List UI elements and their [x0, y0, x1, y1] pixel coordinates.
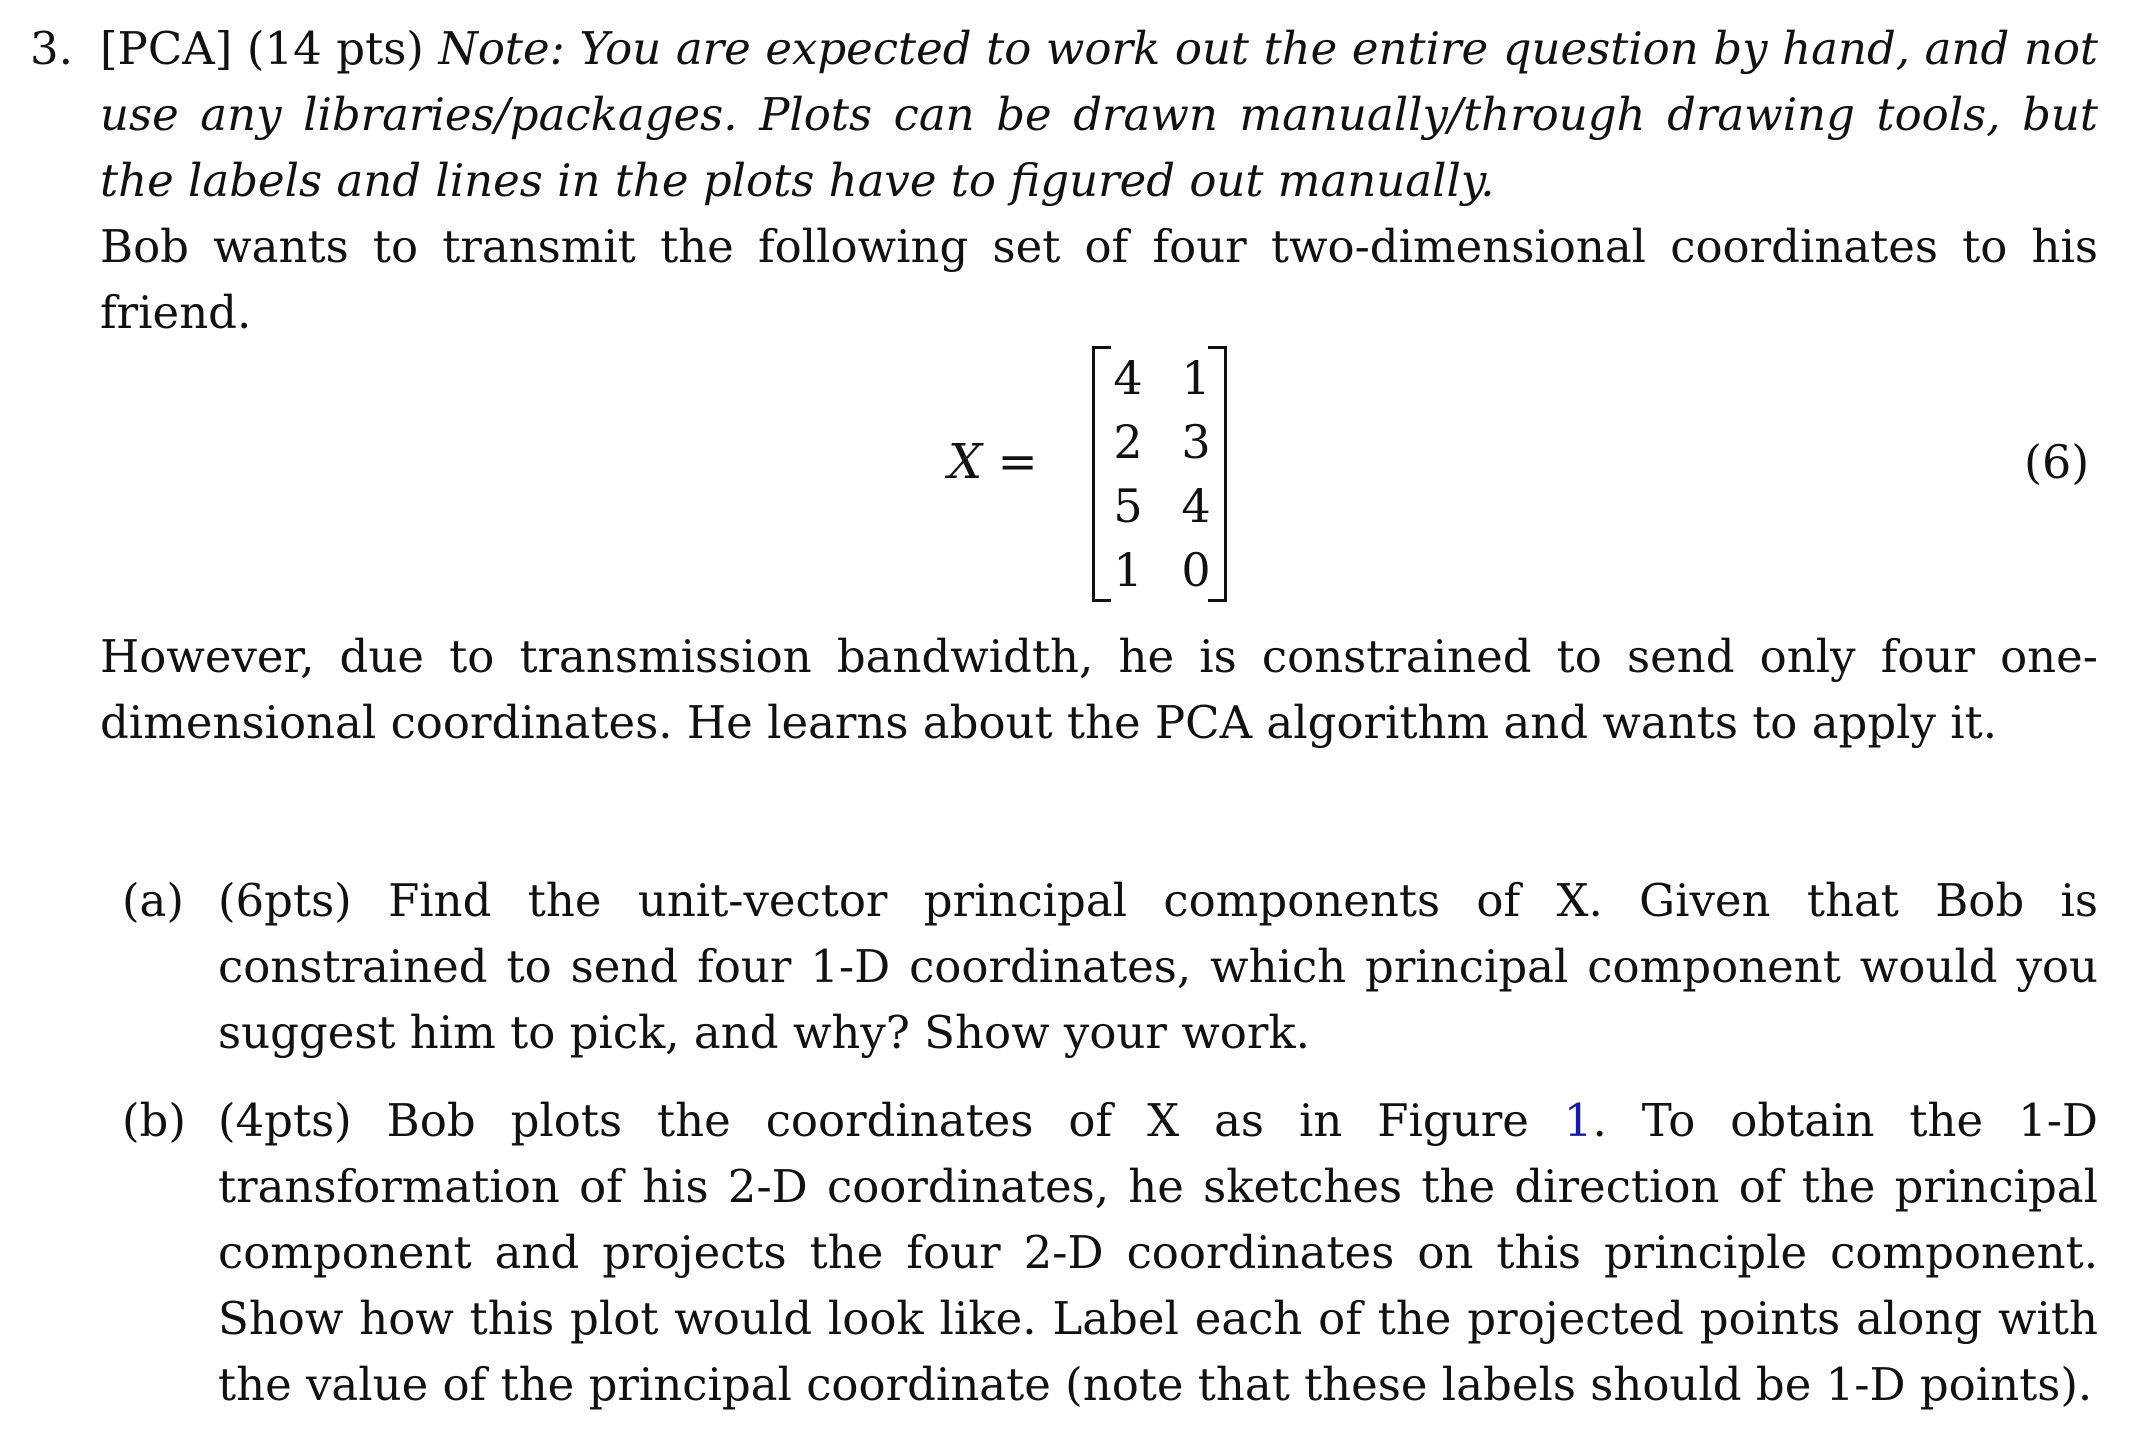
matrix-cell: 3 — [1181, 415, 1211, 469]
matrix-cell: 1 — [1113, 543, 1143, 597]
matrix-variable: X — [948, 434, 983, 490]
matrix-cell: 5 — [1113, 479, 1143, 533]
part-b-label: (b) — [122, 1094, 186, 1147]
equals-sign: = — [997, 434, 1038, 490]
part-a-text: (6pts) Find the unit-vector principal components of X. Given that Bob is constrained to send four 1-D coordinates, which principal component would you suggest him to pick, and why? Show your work. — [218, 874, 2098, 1059]
however-paragraph: However, due to transmission bandwidth, he is constrained to send only four one-dimensional coordinates. He learns about the PCA algorithm and wants to apply it. — [100, 630, 2098, 749]
part-b-text-end: . To obtain the 1-D transformation of his 2-D coordinates, he sketches the direction of the principal component and projects the four 2-D coordinates on this principle component. Show how this plot would look like. Label each of the projected points along with the value of the principal coordinate (note that these labels should be 1-D points). — [218, 1094, 2098, 1411]
question-intro — [100, 16, 2098, 214]
matrix-cell: 0 — [1181, 543, 1211, 597]
question-title: [PCA] (14 pts) — [100, 22, 439, 75]
matrix-cell: 4 — [1113, 351, 1143, 405]
part-b-text — [218, 1088, 2098, 1418]
question-number: 3. — [30, 22, 73, 75]
part-a-label: (a) — [122, 874, 184, 927]
matrix-cell: 4 — [1181, 479, 1211, 533]
equation-number: (6) — [2024, 435, 2090, 489]
matrix-equation — [0, 338, 2130, 608]
matrix-cell: 2 — [1113, 415, 1143, 469]
figure-reference-link[interactable]: 1 — [1563, 1094, 1593, 1147]
matrix-cell: 1 — [1181, 351, 1211, 405]
part-b-text-start: (4pts) Bob plots the coordinates of X as in Figure — [218, 1094, 1564, 1147]
matrix-lhs — [948, 432, 1038, 492]
bob-paragraph: Bob wants to transmit the following set of four two-dimensional coordinates to his friend. — [100, 220, 2098, 339]
question-note: Note: You are expected to work out the entire question by hand, and not use any libraries/packages. Plots can be drawn manually/through drawing tools, but the labels and lines in the plots have to figured out manually. — [100, 22, 2098, 207]
